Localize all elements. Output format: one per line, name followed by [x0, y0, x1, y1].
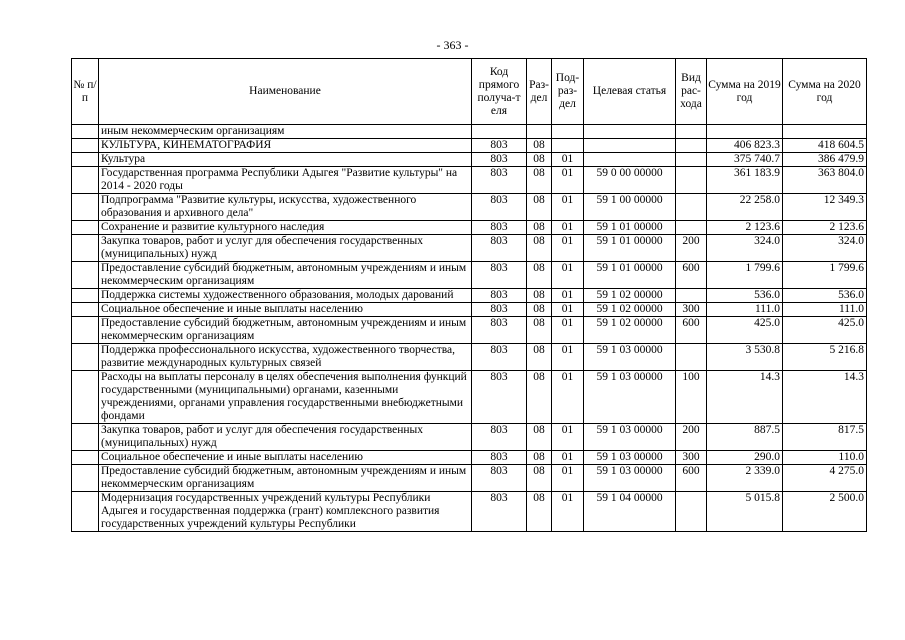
- cell-section: 08: [527, 235, 552, 262]
- cell-sum-2019: 2 339.0: [707, 465, 783, 492]
- cell-target: 59 1 04 00000: [584, 492, 676, 532]
- cell-sum-2020: 2 500.0: [783, 492, 867, 532]
- cell-code: 803: [472, 451, 527, 465]
- cell-sum-2019: 375 740.7: [707, 153, 783, 167]
- table-row: [72, 235, 867, 262]
- cell-sum-2020: 12 349.3: [783, 194, 867, 221]
- cell-target: [584, 125, 676, 139]
- cell-sum-2020: [783, 125, 867, 139]
- cell-name: Государственная программа Республики Адыгея "Развитие культуры" на 2014 - 2020 годы: [99, 167, 472, 194]
- cell-subsection: 01: [552, 153, 584, 167]
- cell-code: 803: [472, 262, 527, 289]
- header-target: Целевая статья: [584, 59, 676, 125]
- header-subsection: Под-раз-дел: [552, 59, 584, 125]
- cell-code: 803: [472, 465, 527, 492]
- cell-target: 59 1 01 00000: [584, 221, 676, 235]
- cell-code: 803: [472, 139, 527, 153]
- cell-sum-2020: 418 604.5: [783, 139, 867, 153]
- cell-section: [527, 125, 552, 139]
- cell-num: [72, 139, 99, 153]
- cell-section: 08: [527, 303, 552, 317]
- table-row: [72, 451, 867, 465]
- cell-subsection: 01: [552, 289, 584, 303]
- table-row: [72, 344, 867, 371]
- cell-sum-2019: 406 823.3: [707, 139, 783, 153]
- cell-section: 08: [527, 194, 552, 221]
- cell-exp-type: 600: [676, 317, 707, 344]
- cell-num: [72, 153, 99, 167]
- cell-section: 08: [527, 371, 552, 424]
- cell-subsection: 01: [552, 424, 584, 451]
- cell-name: Поддержка профессионального искусства, художественного творчества, развитие международных культурных связей: [99, 344, 472, 371]
- cell-target: 59 1 03 00000: [584, 371, 676, 424]
- cell-subsection: 01: [552, 344, 584, 371]
- cell-sum-2019: 290.0: [707, 451, 783, 465]
- cell-name: Модернизация государственных учреждений культуры Республики Адыгея и государственная поддержка (грант) комплексного развития государственных учреждений культуры Республики: [99, 492, 472, 532]
- cell-sum-2019: 536.0: [707, 289, 783, 303]
- cell-num: [72, 344, 99, 371]
- cell-target: 59 1 03 00000: [584, 451, 676, 465]
- cell-subsection: 01: [552, 235, 584, 262]
- cell-exp-type: 100: [676, 371, 707, 424]
- cell-code: [472, 125, 527, 139]
- cell-subsection: 01: [552, 303, 584, 317]
- cell-code: 803: [472, 289, 527, 303]
- cell-target: 59 1 01 00000: [584, 262, 676, 289]
- cell-exp-type: 300: [676, 451, 707, 465]
- cell-sum-2020: 817.5: [783, 424, 867, 451]
- cell-code: 803: [472, 344, 527, 371]
- cell-subsection: 01: [552, 221, 584, 235]
- cell-section: 08: [527, 451, 552, 465]
- cell-section: 08: [527, 153, 552, 167]
- cell-code: 803: [472, 371, 527, 424]
- cell-section: 08: [527, 465, 552, 492]
- cell-sum-2019: 111.0: [707, 303, 783, 317]
- table-row: [72, 303, 867, 317]
- cell-code: 803: [472, 221, 527, 235]
- page-number: - 363 -: [436, 38, 469, 52]
- cell-exp-type: 200: [676, 424, 707, 451]
- header-code: Код прямого получа-т еля: [472, 59, 527, 125]
- cell-sum-2020: 425.0: [783, 317, 867, 344]
- table-row: [72, 424, 867, 451]
- cell-subsection: 01: [552, 167, 584, 194]
- cell-sum-2020: 536.0: [783, 289, 867, 303]
- header-sum-2019: Сумма на 2019 год: [707, 59, 783, 125]
- table-row: [72, 492, 867, 532]
- cell-num: [72, 492, 99, 532]
- cell-exp-type: 200: [676, 235, 707, 262]
- cell-num: [72, 167, 99, 194]
- cell-section: 08: [527, 221, 552, 235]
- cell-code: 803: [472, 424, 527, 451]
- cell-exp-type: [676, 289, 707, 303]
- cell-target: 59 1 03 00000: [584, 344, 676, 371]
- cell-num: [72, 125, 99, 139]
- cell-sum-2019: 14.3: [707, 371, 783, 424]
- table-row: [72, 465, 867, 492]
- cell-exp-type: 600: [676, 262, 707, 289]
- cell-sum-2019: 2 123.6: [707, 221, 783, 235]
- table-row: [72, 317, 867, 344]
- cell-exp-type: [676, 344, 707, 371]
- cell-section: 08: [527, 344, 552, 371]
- cell-sum-2020: 5 216.8: [783, 344, 867, 371]
- cell-code: 803: [472, 235, 527, 262]
- cell-name: Подпрограмма "Развитие культуры, искусства, художественного образования и архивного дела": [99, 194, 472, 221]
- cell-sum-2020: 324.0: [783, 235, 867, 262]
- cell-num: [72, 451, 99, 465]
- cell-name: Сохранение и развитие культурного наследия: [99, 221, 472, 235]
- cell-code: 803: [472, 492, 527, 532]
- cell-name: Закупка товаров, работ и услуг для обеспечения государственных (муниципальных) нужд: [99, 235, 472, 262]
- cell-section: 08: [527, 424, 552, 451]
- cell-code: 803: [472, 153, 527, 167]
- cell-subsection: 01: [552, 492, 584, 532]
- cell-name: Предоставление субсидий бюджетным, автономным учреждениям и иным некоммерческим организациям: [99, 262, 472, 289]
- cell-target: [584, 139, 676, 153]
- cell-num: [72, 235, 99, 262]
- cell-sum-2020: 4 275.0: [783, 465, 867, 492]
- table-row: [72, 153, 867, 167]
- cell-sum-2019: 887.5: [707, 424, 783, 451]
- cell-target: [584, 153, 676, 167]
- cell-sum-2020: 363 804.0: [783, 167, 867, 194]
- cell-name: Поддержка системы художественного образования, молодых дарований: [99, 289, 472, 303]
- cell-subsection: 01: [552, 194, 584, 221]
- cell-num: [72, 194, 99, 221]
- cell-section: 08: [527, 262, 552, 289]
- cell-target: 59 1 00 00000: [584, 194, 676, 221]
- cell-exp-type: [676, 139, 707, 153]
- cell-code: 803: [472, 167, 527, 194]
- cell-sum-2020: 1 799.6: [783, 262, 867, 289]
- cell-num: [72, 465, 99, 492]
- cell-name: Культура: [99, 153, 472, 167]
- table-row: [72, 194, 867, 221]
- cell-code: 803: [472, 317, 527, 344]
- cell-target: 59 1 02 00000: [584, 317, 676, 344]
- cell-name: Социальное обеспечение и иные выплаты населению: [99, 451, 472, 465]
- cell-num: [72, 303, 99, 317]
- table-row: [72, 289, 867, 303]
- cell-target: 59 1 01 00000: [584, 235, 676, 262]
- cell-target: 59 1 02 00000: [584, 289, 676, 303]
- cell-sum-2019: 324.0: [707, 235, 783, 262]
- cell-section: 08: [527, 289, 552, 303]
- header-num: № п/п: [72, 59, 99, 125]
- cell-target: 59 1 02 00000: [584, 303, 676, 317]
- cell-exp-type: [676, 194, 707, 221]
- table-row: [72, 371, 867, 424]
- table-row: [72, 139, 867, 153]
- cell-name: Предоставление субсидий бюджетным, автономным учреждениям и иным некоммерческим организациям: [99, 465, 472, 492]
- cell-sum-2019: 425.0: [707, 317, 783, 344]
- cell-section: 08: [527, 139, 552, 153]
- cell-exp-type: [676, 492, 707, 532]
- cell-subsection: 01: [552, 262, 584, 289]
- cell-exp-type: [676, 221, 707, 235]
- cell-num: [72, 262, 99, 289]
- header-name: Наименование: [99, 59, 472, 125]
- cell-target: 59 0 00 00000: [584, 167, 676, 194]
- cell-sum-2019: 3 530.8: [707, 344, 783, 371]
- cell-sum-2020: 110.0: [783, 451, 867, 465]
- cell-sum-2020: 14.3: [783, 371, 867, 424]
- cell-num: [72, 289, 99, 303]
- cell-exp-type: [676, 153, 707, 167]
- cell-exp-type: 600: [676, 465, 707, 492]
- cell-sum-2020: 111.0: [783, 303, 867, 317]
- table-header-row: [72, 59, 867, 125]
- cell-subsection: 01: [552, 451, 584, 465]
- cell-name: иным некоммерческим организациям: [99, 125, 472, 139]
- cell-name: Расходы на выплаты персоналу в целях обеспечения выполнения функций государственными (муниципальными) органами, казенными учреждениями, органами управления государственными внебюджетными фондами: [99, 371, 472, 424]
- cell-exp-type: [676, 167, 707, 194]
- cell-target: 59 1 03 00000: [584, 465, 676, 492]
- cell-sum-2019: [707, 125, 783, 139]
- cell-sum-2019: 22 258.0: [707, 194, 783, 221]
- header-exp-type: Вид рас-хода: [676, 59, 707, 125]
- cell-section: 08: [527, 167, 552, 194]
- cell-code: 803: [472, 303, 527, 317]
- cell-subsection: [552, 125, 584, 139]
- cell-num: [72, 317, 99, 344]
- header-sum-2020: Сумма на 2020 год: [783, 59, 867, 125]
- cell-sum-2019: 1 799.6: [707, 262, 783, 289]
- cell-target: 59 1 03 00000: [584, 424, 676, 451]
- cell-num: [72, 424, 99, 451]
- cell-exp-type: 300: [676, 303, 707, 317]
- table-row: [72, 125, 867, 139]
- cell-sum-2020: 386 479.9: [783, 153, 867, 167]
- cell-sum-2019: 361 183.9: [707, 167, 783, 194]
- cell-name: Предоставление субсидий бюджетным, автономным учреждениям и иным некоммерческим организациям: [99, 317, 472, 344]
- cell-name: Социальное обеспечение и иные выплаты населению: [99, 303, 472, 317]
- cell-section: 08: [527, 317, 552, 344]
- cell-subsection: [552, 139, 584, 153]
- cell-subsection: 01: [552, 465, 584, 492]
- cell-exp-type: [676, 125, 707, 139]
- cell-sum-2020: 2 123.6: [783, 221, 867, 235]
- cell-name: Закупка товаров, работ и услуг для обеспечения государственных (муниципальных) нужд: [99, 424, 472, 451]
- cell-section: 08: [527, 492, 552, 532]
- budget-table: [71, 58, 867, 532]
- cell-code: 803: [472, 194, 527, 221]
- cell-subsection: 01: [552, 371, 584, 424]
- cell-subsection: 01: [552, 317, 584, 344]
- cell-name: КУЛЬТУРА, КИНЕМАТОГРАФИЯ: [99, 139, 472, 153]
- table-row: [72, 167, 867, 194]
- cell-sum-2019: 5 015.8: [707, 492, 783, 532]
- header-section: Раз-дел: [527, 59, 552, 125]
- table-row: [72, 262, 867, 289]
- cell-num: [72, 221, 99, 235]
- table-row: [72, 221, 867, 235]
- cell-num: [72, 371, 99, 424]
